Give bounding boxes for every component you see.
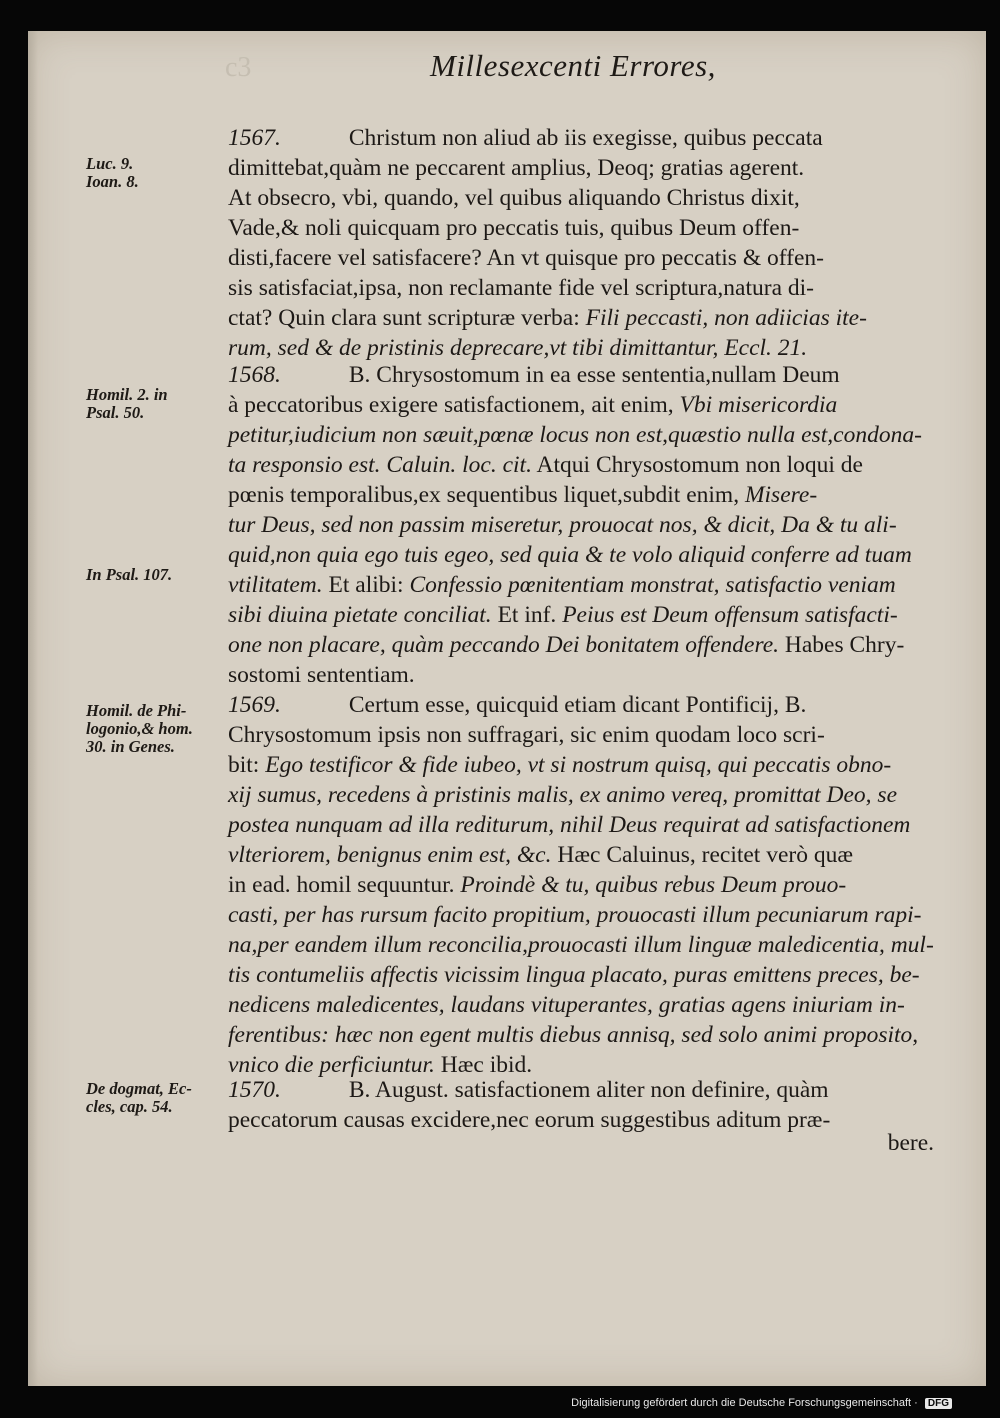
text-line: na,per eandem illum reconcilia,prouocasti illum linguæ maledicentia, mul- <box>228 932 934 958</box>
text-line: tur Deus, sed non passim miseretur, prouocat nos, & dicit, Da & tu ali- <box>228 512 897 538</box>
text-line: vlteriorem, benignus enim est, &c. Hæc Caluinus, recitet verò quæ <box>228 842 854 868</box>
margin-note-1569 <box>86 702 193 756</box>
text-line: petitur,iudicium non sæuit,pœnæ locus non est,quæstio nulla est,condona- <box>228 422 922 448</box>
margin-note-1568b <box>86 566 172 584</box>
text-line: pœnis temporalibus,ex sequentibus liquet,subdit enim, Misere- <box>228 482 818 508</box>
running-head: Millesexcenti Errores, <box>430 48 716 83</box>
margin-note-1570 <box>86 1080 192 1116</box>
text-line: à peccatoribus exigere satisfactionem, ait enim, Vbi misericordia <box>228 392 838 418</box>
text-line: vnico die perficiuntur. Hæc ibid. <box>228 1052 533 1078</box>
margin-note-line: De dogmat, Ec- <box>86 1079 192 1098</box>
text-line: peccatorum causas excidere,nec eorum suggestibus aditum præ- <box>228 1107 831 1133</box>
margin-note-line: In Psal. 107. <box>86 565 173 584</box>
text-line: xij sumus, recedens à pristinis malis, ex animo vereq, promittat Deo, se <box>228 782 898 808</box>
entry-number: 1569. <box>228 692 281 718</box>
text-line: ferentibus: hæc non egent multis diebus annisq, sed solo animi proposito, <box>228 1022 919 1048</box>
text-line: Chrysostomum ipsis non suffragari, sic enim quodam loco scri- <box>228 722 825 748</box>
text-line: casti, per has rursum facito propitium, prouocasti illum pecuniarum rapi- <box>228 902 922 928</box>
entry-number: 1567. <box>228 125 281 151</box>
text-line: tis contumeliis affectis vicissim lingua placato, puras emittens preces, be- <box>228 962 920 988</box>
margin-note-line: Luc. 9. <box>86 154 134 173</box>
margin-note-line: Psal. 50. <box>86 403 145 422</box>
text-line: vtilitatem. Et alibi: Confessio pœnitentiam monstrat, satisfactio veniam <box>228 572 896 598</box>
margin-note-1568 <box>86 386 168 422</box>
text-line: bere. <box>887 1130 934 1156</box>
text-line: postea nunquam ad illa rediturum, nihil Deus requirat ad satisfactionem <box>228 812 911 838</box>
margin-note-line: Homil. 2. in <box>86 385 168 404</box>
text-line: 1567. Christum non aliud ab iis exegisse, quibus peccata <box>228 125 823 151</box>
text-line: sis satisfaciat,ipsa, non reclamante fide vel scriptura,natura di- <box>228 275 814 301</box>
text-line: At obsecro, vbi, quando, vel quibus aliquando Christus dixit, <box>228 185 800 211</box>
margin-note-line: Homil. de Phi- <box>86 701 187 720</box>
entry-number: 1570. <box>228 1077 281 1103</box>
margin-note-1567 <box>86 155 139 191</box>
text-line: one non placare, quàm peccando Dei bonitatem offendere. Habes Chry- <box>228 632 905 658</box>
margin-note-line: logonio,& hom. <box>86 719 193 738</box>
margin-note-line: Ioan. 8. <box>86 172 139 191</box>
text-line: dimittebat,quàm ne peccarent amplius, Deoq; gratias agerent. <box>228 155 805 181</box>
text-line: 1568. B. Chrysostomum in ea esse sententia,nullam Deum <box>228 362 840 388</box>
dfg-logo-icon: DFG <box>925 1398 952 1409</box>
text-line: ta responsio est. Caluin. loc. cit. Atqui Chrysostomum non loqui de <box>228 452 863 478</box>
footer-text: Digitalisierung gefördert durch die Deutsche Forschungsgemeinschaft <box>571 1397 912 1409</box>
text-line: Vade,& noli quicquam pro peccatis tuis, quibus Deum offen- <box>228 215 800 241</box>
margin-note-line: cles, cap. 54. <box>86 1097 173 1116</box>
text-line: sostomi sententiam. <box>228 662 415 688</box>
text-line: ctat? Quin clara sunt scripturæ verba: Fili peccasti, non adiicias ite- <box>228 305 867 331</box>
text-line: 1570. B. August. satisfactionem aliter non definire, quàm <box>228 1077 829 1103</box>
text-line: bit: Ego testificor & fide iubeo, vt si nostrum quisq, qui peccatis obno- <box>228 752 892 778</box>
text-line: 1569. Certum esse, quicquid etiam dicant Pontificij, B. <box>228 692 807 718</box>
bleed-through-mark: c3 <box>225 52 252 83</box>
margin-note-line: 30. in Genes. <box>86 737 175 756</box>
text-line: sibi diuina pietate conciliat. Et inf. Peius est Deum offensum satisfacti- <box>228 602 898 628</box>
text-line: disti,facere vel satisfacere? An vt quisque pro peccatis & offen- <box>228 245 824 271</box>
text-line: nedicens maledicentes, laudans vituperantes, gratias agens iniuriam in- <box>228 992 905 1018</box>
text-line: quid,non quia ego tuis egeo, sed quia & te volo aliquid conferre ad tuam <box>228 542 912 568</box>
entry-number: 1568. <box>228 362 281 388</box>
text-line: rum, sed & de pristinis deprecare,vt tibi dimittantur, Eccl. 21. <box>228 335 808 361</box>
footer-credit: Digitalisierung gefördert durch die Deutsche Forschungsgemeinschaft · DFG <box>571 1397 952 1409</box>
text-line: in ead. homil sequuntur. Proindè & tu, quibus rebus Deum prouo- <box>228 872 847 898</box>
